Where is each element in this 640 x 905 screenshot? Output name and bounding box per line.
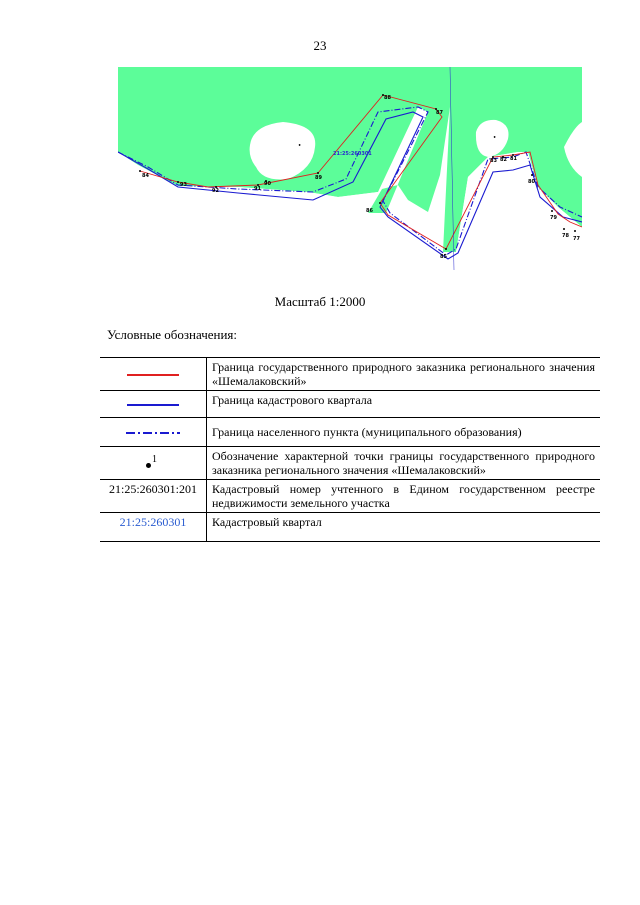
legend-symbol: 21:25:260301 <box>100 513 207 542</box>
scale-label: Масштаб 1:2000 <box>274 294 366 309</box>
legend-description: Граница кадастрового квартала <box>207 391 601 418</box>
map-point-label: 77 <box>573 236 580 242</box>
clearing-marker: • <box>493 135 497 141</box>
legend-row <box>100 447 600 480</box>
legend-title: Условные обозначения: <box>107 327 238 342</box>
map-point <box>574 230 576 232</box>
legend-symbol <box>100 391 207 418</box>
map-point-label: 90 <box>264 181 271 187</box>
map-point-label: 91 <box>254 186 261 192</box>
clearing-marker: • <box>298 143 302 149</box>
map-point-label: 78 <box>562 233 569 239</box>
legend-row <box>100 391 600 418</box>
legend-description: Граница государственного природного заказника регионального значения «Шемалаковский» <box>207 358 601 391</box>
map-svg <box>118 67 582 270</box>
page-number: 23 <box>313 38 327 53</box>
cadastral-map <box>118 67 582 270</box>
map-point <box>317 172 319 174</box>
map-point-label: 89 <box>315 175 322 181</box>
map-point <box>563 228 565 230</box>
legend-description: Обозначение характерной точки границы государственного природного заказника регионального значения «Шемалаковский» <box>207 447 601 480</box>
map-point-label: 88 <box>384 95 391 101</box>
map-point <box>379 202 381 204</box>
map-point-label: 87 <box>436 110 443 116</box>
point-number: 1 <box>152 453 157 465</box>
map-point-label: 93 <box>180 182 187 188</box>
legend-description: Граница населенного пункта (муниципального образования) <box>207 418 601 447</box>
legend-row <box>100 513 600 542</box>
map-point <box>531 174 533 176</box>
legend-description: Кадастровый номер учтенного в Едином государственном реестре недвижимости земельного участка <box>207 480 601 513</box>
map-point <box>445 248 447 250</box>
legend-symbol <box>100 418 207 447</box>
map-point-label: 92 <box>212 188 219 194</box>
legend-row <box>100 358 600 391</box>
legend-symbol <box>100 358 207 391</box>
legend-table <box>100 357 600 542</box>
legend-row <box>100 480 600 513</box>
legend-row <box>100 418 600 447</box>
legend-symbol: 21:25:260301:201 <box>100 480 207 513</box>
map-point-label: 81 <box>510 156 517 162</box>
map-point <box>551 210 553 212</box>
legend-symbol <box>100 447 207 480</box>
map-point-label: 82 <box>500 157 507 163</box>
map-point-label: 83 <box>490 158 497 164</box>
point-symbol <box>146 455 160 469</box>
point-dot <box>146 463 151 468</box>
map-point-label: 85 <box>440 254 447 260</box>
map-point-label: 80 <box>528 179 535 185</box>
blue-line-symbol <box>127 404 179 406</box>
cadastral-quarter-label: 21:25:260301 <box>333 151 372 157</box>
red-line-symbol <box>127 374 179 376</box>
map-point <box>139 170 141 172</box>
map-point-label: 84 <box>142 173 149 179</box>
map-point-label: 86 <box>366 208 373 214</box>
map-point-label: 79 <box>550 215 557 221</box>
legend-description: Кадастровый квартал <box>207 513 601 542</box>
map-point <box>177 181 179 183</box>
dash-dot-line-symbol <box>126 431 180 435</box>
